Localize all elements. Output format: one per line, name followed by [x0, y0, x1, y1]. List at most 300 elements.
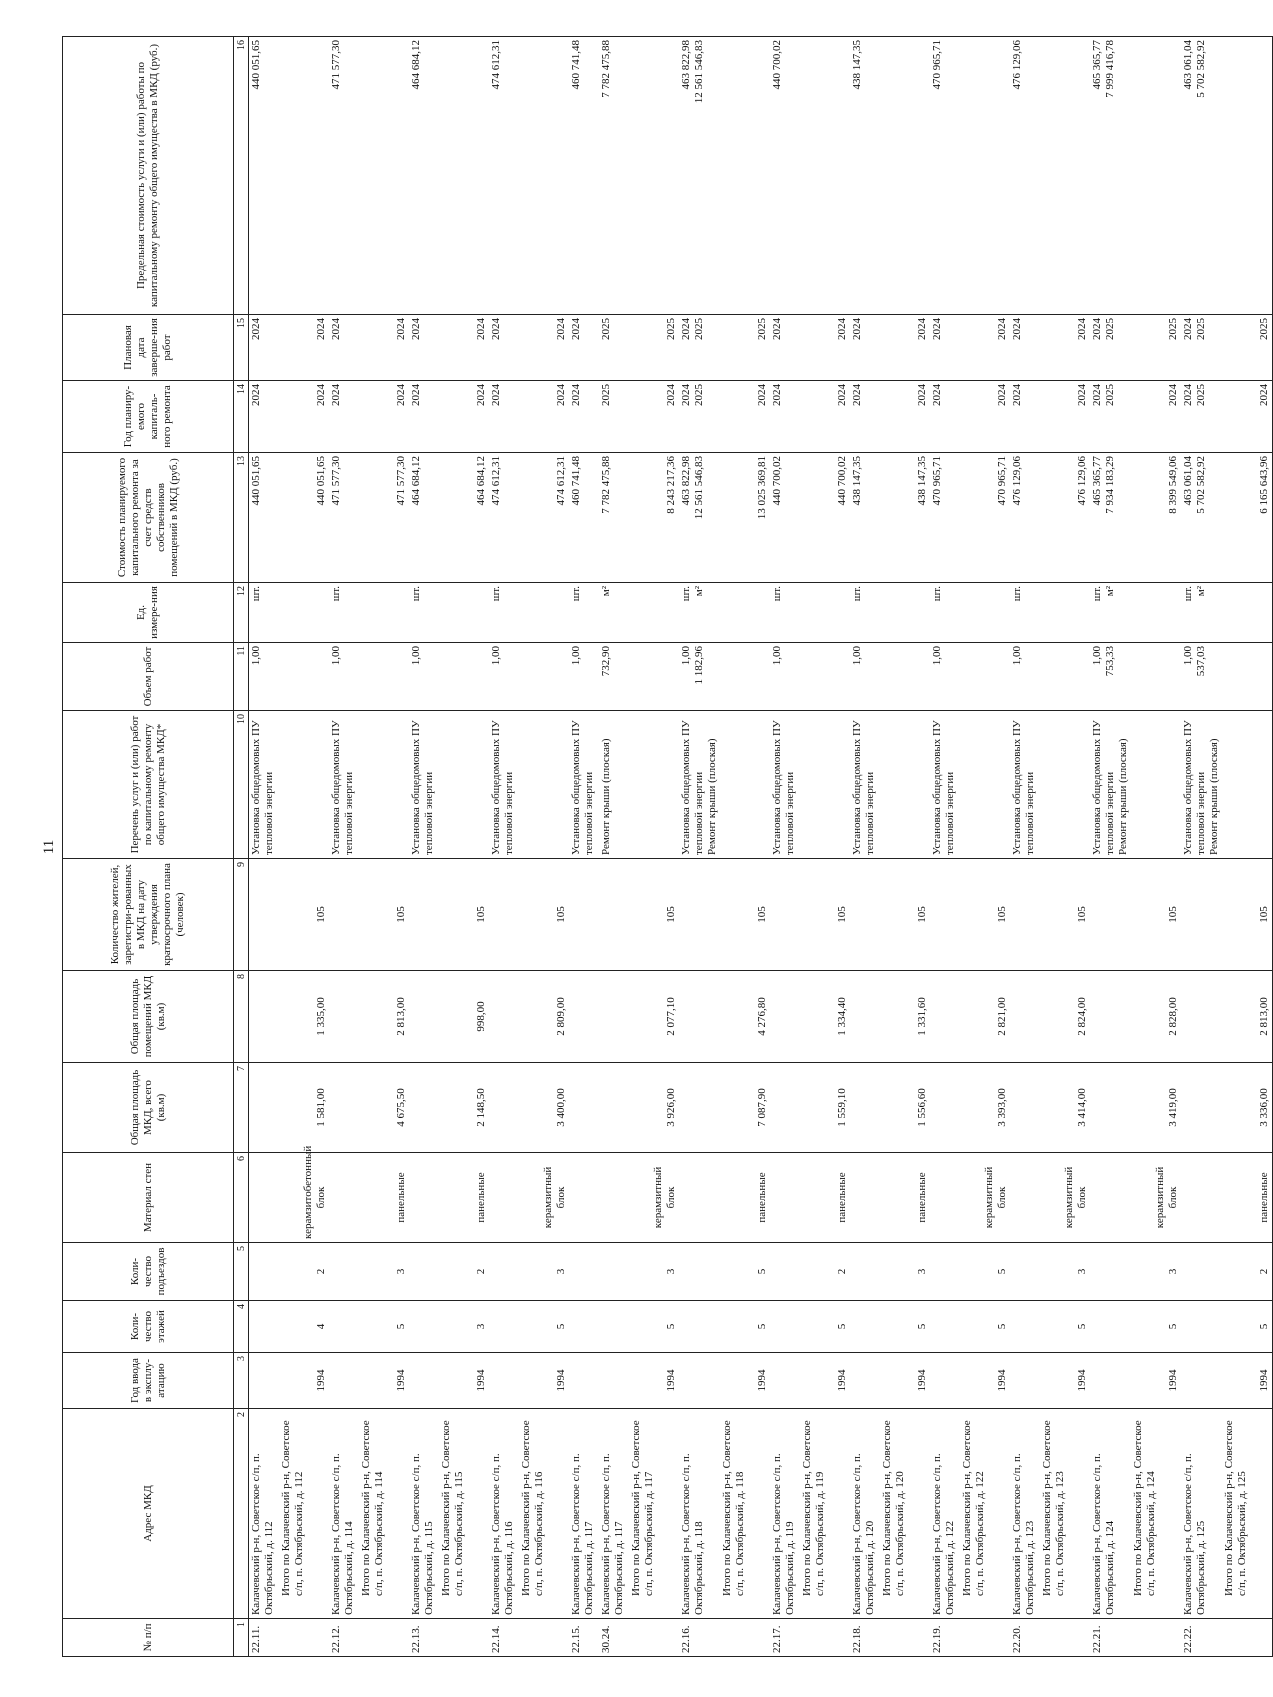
total-cost: 13 025 369,81: [720, 453, 770, 583]
repair-year-line: 2025: [693, 384, 705, 406]
residents: 105: [439, 859, 489, 971]
total-area: 3 336,00: [1222, 1063, 1273, 1153]
column-number: 16: [234, 37, 249, 315]
repair-year: 2024: [249, 381, 280, 453]
repair-year-line: 2024: [1091, 384, 1103, 406]
row-number: 22.18.: [850, 1619, 880, 1657]
year-built: 1994: [439, 1353, 489, 1409]
repair-year-line: 2024: [1182, 384, 1194, 406]
premises-area: 2 809,00: [519, 971, 569, 1063]
empty-cell: [439, 37, 489, 315]
total-label: Итого по Калачевский р-н, Советское с/п, п. Октябрьский, д. 116: [519, 1409, 569, 1619]
empty-cell: [1040, 1619, 1090, 1657]
wall-material: керамзитный блок: [629, 1153, 679, 1243]
wall-material: керамзитный блок: [1040, 1153, 1090, 1243]
empty-cell: [359, 1619, 409, 1657]
column-number: 7: [234, 1063, 249, 1153]
limit-cost: 476 129,06: [1010, 37, 1040, 315]
year-built: 1994: [519, 1353, 569, 1409]
empty-cell: [1040, 37, 1090, 315]
work-item: Установка общедомовых ПУ тепловой энергии: [569, 711, 599, 859]
total-row: [519, 37, 569, 1657]
completion-date: 2024: [279, 315, 329, 381]
work-volume: [1090, 643, 1131, 711]
column-number: 14: [234, 381, 249, 453]
floors: 5: [1040, 1301, 1090, 1353]
year-built: 1994: [1222, 1353, 1273, 1409]
work-volume: 1,00: [569, 643, 599, 711]
address: Калачевский р-н, Советское с/п, п. Октябрьский, д. 125: [1181, 1409, 1222, 1619]
unit: [1090, 583, 1131, 643]
unit: шт.: [409, 583, 439, 643]
empty-cell: [880, 1619, 930, 1657]
entrances: 3: [519, 1243, 569, 1301]
unit: шт.: [930, 583, 960, 643]
entrances: 3: [1040, 1243, 1090, 1301]
empty-cell: [359, 643, 409, 711]
empty-cell: [1181, 1153, 1222, 1243]
limit-cost: 464 684,12: [409, 37, 439, 315]
empty-cell: [960, 711, 1010, 859]
address: Калачевский р-н, Советское с/п, п. Октябрьский, д. 122: [930, 1409, 960, 1619]
empty-cell: [1090, 859, 1131, 971]
work-item: [1181, 711, 1222, 859]
repair-year: 2024: [1040, 381, 1090, 453]
empty-cell: [629, 643, 679, 711]
work-volume: 1,00: [249, 643, 280, 711]
year-built: 1994: [1040, 1353, 1090, 1409]
completion-date: 2025: [629, 315, 679, 381]
empty-cell: [930, 1243, 960, 1301]
empty-cell: [329, 1243, 359, 1301]
empty-cell: [930, 1153, 960, 1243]
empty-cell: [679, 1063, 720, 1153]
empty-cell: [1181, 971, 1222, 1063]
empty-cell: [409, 1353, 439, 1409]
empty-cell: [519, 583, 569, 643]
empty-cell: [329, 1301, 359, 1353]
total-row: [629, 37, 679, 1657]
completion-date-line: 2025: [1104, 318, 1116, 340]
floors: 3: [439, 1301, 489, 1353]
premises-area: 998,00: [439, 971, 489, 1063]
empty-cell: [960, 643, 1010, 711]
empty-cell: [880, 643, 930, 711]
total-area: 1 581,00: [279, 1063, 329, 1153]
empty-cell: [569, 859, 599, 971]
empty-cell: [770, 1301, 800, 1353]
work-item: Установка общедомовых ПУ тепловой энергии: [249, 711, 280, 859]
work-item: Установка общедомовых ПУ тепловой энергии: [770, 711, 800, 859]
planned-cost-line: 5 702 582,92: [1195, 456, 1207, 514]
unit-line: м²: [1195, 586, 1207, 597]
completion-date: 2025: [720, 315, 770, 381]
column-header: Коли-чество этажей: [63, 1301, 234, 1353]
empty-cell: [629, 37, 679, 315]
total-area: 4 675,50: [359, 1063, 409, 1153]
empty-cell: [1181, 1243, 1222, 1301]
wall-material: керамзитный блок: [1131, 1153, 1181, 1243]
completion-date: 2024: [489, 315, 519, 381]
premises-area: 2 828,00: [1131, 971, 1181, 1063]
repair-year: 2024: [800, 381, 850, 453]
row-number: 30.24.: [599, 1619, 629, 1657]
repair-year: 2024: [409, 381, 439, 453]
empty-cell: [1181, 1353, 1222, 1409]
empty-cell: [569, 1153, 599, 1243]
entrances: 2: [279, 1243, 329, 1301]
limit-cost: [1181, 37, 1222, 315]
work-item: [679, 711, 720, 859]
total-label: Итого по Калачевский р-н, Советское с/п, п. Октябрьский, д. 115: [439, 1409, 489, 1619]
total-label: Итого по Калачевский р-н, Советское с/п, п. Октябрьский, д. 122: [960, 1409, 1010, 1619]
empty-cell: [249, 1153, 280, 1243]
column-header: Перечень услуг и (или) работ по капитальному ремонту общего имущества МКД*: [63, 711, 234, 859]
address-row: [489, 37, 519, 1657]
column-header: Стоимость планируемого капитального ремонта за счет средств собственников помещений в МКД (руб.): [63, 453, 234, 583]
empty-cell: [409, 1301, 439, 1353]
empty-cell: [1222, 711, 1273, 859]
repair-year-line: 2024: [680, 384, 692, 406]
work-volume: 1,00: [489, 643, 519, 711]
empty-cell: [1040, 643, 1090, 711]
address: Калачевский р-н, Советское с/п, п. Октябрьский, д. 118: [679, 1409, 720, 1619]
limit-cost: 460 741,48: [569, 37, 599, 315]
limit-cost: 440 700,02: [770, 37, 800, 315]
empty-cell: [770, 1153, 800, 1243]
repair-year: 2024: [519, 381, 569, 453]
work-item-line: Установка общедомовых ПУ тепловой энергии: [680, 720, 705, 855]
completion-date: 2024: [800, 315, 850, 381]
completion-date: 2024: [329, 315, 359, 381]
empty-cell: [930, 859, 960, 971]
work-item-line: Ремонт крыши (плоская): [1117, 738, 1129, 855]
total-cost: 440 051,65: [279, 453, 329, 583]
empty-cell: [409, 971, 439, 1063]
column-header: Год ввода в эксплу-атацию: [63, 1353, 234, 1409]
premises-area: 2 813,00: [1222, 971, 1273, 1063]
empty-cell: [599, 1063, 629, 1153]
address-row: [329, 37, 359, 1657]
premises-area: 2 813,00: [359, 971, 409, 1063]
empty-cell: [599, 1353, 629, 1409]
address: Калачевский р-н, Советское с/п, п. Октябрьский, д. 117: [569, 1409, 599, 1619]
empty-cell: [249, 859, 280, 971]
empty-cell: [1222, 1619, 1273, 1657]
empty-cell: [489, 1063, 519, 1153]
header-row: [63, 37, 234, 1657]
total-row: [1040, 37, 1090, 1657]
empty-cell: [850, 859, 880, 971]
planned-cost: 440 051,65: [249, 453, 280, 583]
address: Калачевский р-н, Советское с/п, п. Октябрьский, д. 112: [249, 1409, 280, 1619]
column-number: 11: [234, 643, 249, 711]
total-area: 3 393,00: [960, 1063, 1010, 1153]
entrances: 5: [960, 1243, 1010, 1301]
work-volume-line: 537,03: [1195, 646, 1207, 677]
repair-year: 2024: [1222, 381, 1273, 453]
entrances: 2: [439, 1243, 489, 1301]
total-label: Итого по Калачевский р-н, Советское с/п, п. Октябрьский, д. 120: [880, 1409, 930, 1619]
completion-date: 2024: [359, 315, 409, 381]
empty-cell: [770, 971, 800, 1063]
repair-plan-table: [62, 36, 1273, 1657]
residents: 105: [720, 859, 770, 971]
total-area: 3 926,00: [629, 1063, 679, 1153]
empty-cell: [1131, 1619, 1181, 1657]
empty-cell: [679, 859, 720, 971]
address: Калачевский р-н, Советское с/п, п. Октябрьский, д. 119: [770, 1409, 800, 1619]
residents: 105: [960, 859, 1010, 971]
empty-cell: [679, 1353, 720, 1409]
work-volume: 1,00: [850, 643, 880, 711]
page-number: 11: [41, 839, 57, 855]
completion-date-line: 2024: [1091, 318, 1103, 340]
completion-date: [679, 315, 720, 381]
column-number: 9: [234, 859, 249, 971]
planned-cost: [1181, 453, 1222, 583]
planned-cost: [1090, 453, 1131, 583]
work-item-line: Ремонт крыши (плоская): [1208, 738, 1220, 855]
limit-cost: 471 577,30: [329, 37, 359, 315]
planned-cost: 460 741,48: [569, 453, 599, 583]
repair-year: 2024: [960, 381, 1010, 453]
empty-cell: [1181, 1301, 1222, 1353]
empty-cell: [489, 1301, 519, 1353]
floors: 5: [720, 1301, 770, 1353]
unit-line: шт.: [1182, 586, 1194, 602]
empty-cell: [329, 859, 359, 971]
work-item-line: Установка общедомовых ПУ тепловой энергии: [1091, 720, 1116, 855]
address-row: [1090, 37, 1131, 1657]
empty-cell: [1181, 1063, 1222, 1153]
planned-cost: 438 147,35: [850, 453, 880, 583]
completion-date-line: 2024: [680, 318, 692, 340]
completion-date: 2024: [1010, 315, 1040, 381]
empty-cell: [1131, 37, 1181, 315]
total-cost: 474 612,31: [519, 453, 569, 583]
repair-year: 2024: [850, 381, 880, 453]
address-row: [679, 37, 720, 1657]
entrances: 3: [359, 1243, 409, 1301]
empty-cell: [1010, 1153, 1040, 1243]
empty-cell: [599, 859, 629, 971]
column-header: Количество жителей, зарегистри-рованных в МКД на дату утверждения краткосрочного плана (человек): [63, 859, 234, 971]
unit: [1181, 583, 1222, 643]
wall-material: керамзитобетонный блок: [279, 1153, 329, 1243]
completion-date: 2024: [439, 315, 489, 381]
repair-year: 2024: [1010, 381, 1040, 453]
planned-cost: 476 129,06: [1010, 453, 1040, 583]
total-cost: 470 965,71: [960, 453, 1010, 583]
empty-cell: [960, 583, 1010, 643]
empty-cell: [359, 711, 409, 859]
limit-cost-line: 463 822,98: [680, 40, 692, 90]
planned-cost-line: 12 561 546,83: [693, 456, 705, 520]
empty-cell: [359, 37, 409, 315]
repair-year: 2024: [569, 381, 599, 453]
planned-cost: 464 684,12: [409, 453, 439, 583]
column-number: 5: [234, 1243, 249, 1301]
completion-date: 2025: [1131, 315, 1181, 381]
unit: шт.: [770, 583, 800, 643]
empty-cell: [800, 643, 850, 711]
empty-cell: [800, 711, 850, 859]
empty-cell: [720, 643, 770, 711]
completion-date-line: 2025: [693, 318, 705, 340]
work-volume: [679, 643, 720, 711]
empty-cell: [1010, 859, 1040, 971]
completion-date: 2025: [599, 315, 629, 381]
completion-date: 2024: [1040, 315, 1090, 381]
residents: 105: [629, 859, 679, 971]
total-label: Итого по Калачевский р-н, Советское с/п, п. Октябрьский, д. 117: [629, 1409, 679, 1619]
work-item: Установка общедомовых ПУ тепловой энергии: [930, 711, 960, 859]
premises-area: 2 077,10: [629, 971, 679, 1063]
premises-area: 1 335,00: [279, 971, 329, 1063]
empty-cell: [1010, 1353, 1040, 1409]
column-header: Ед. измере-ния: [63, 583, 234, 643]
wall-material: панельные: [720, 1153, 770, 1243]
total-cost: 6 165 643,96: [1222, 453, 1273, 583]
column-number: 12: [234, 583, 249, 643]
total-cost: 440 700,02: [800, 453, 850, 583]
empty-cell: [930, 971, 960, 1063]
column-number: 10: [234, 711, 249, 859]
entrances: 2: [1222, 1243, 1273, 1301]
empty-cell: [359, 583, 409, 643]
completion-date-line: 2025: [1195, 318, 1207, 340]
year-built: 1994: [880, 1353, 930, 1409]
total-row: [880, 37, 930, 1657]
address-row: [249, 37, 280, 1657]
address-row: [409, 37, 439, 1657]
unit-line: шт.: [1091, 586, 1103, 602]
empty-cell: [930, 1063, 960, 1153]
total-label: Итого по Калачевский р-н, Советское с/п, п. Октябрьский, д. 125: [1222, 1409, 1273, 1619]
rotated-page: [41, 37, 1270, 1657]
empty-cell: [519, 37, 569, 315]
work-volume-line: 1 182,96: [693, 646, 705, 685]
year-built: 1994: [960, 1353, 1010, 1409]
empty-cell: [599, 1153, 629, 1243]
unit-line: м²: [693, 586, 705, 597]
empty-cell: [1010, 971, 1040, 1063]
completion-date: 2024: [960, 315, 1010, 381]
total-label: Итого по Калачевский р-н, Советское с/п, п. Октябрьский, д. 118: [720, 1409, 770, 1619]
address: Калачевский р-н, Советское с/п, п. Октябрьский, д. 124: [1090, 1409, 1131, 1619]
address-row: [930, 37, 960, 1657]
empty-cell: [569, 1301, 599, 1353]
premises-area: 4 276,80: [720, 971, 770, 1063]
empty-cell: [1222, 643, 1273, 711]
empty-cell: [1010, 1063, 1040, 1153]
column-header: Общая площадь помещений МКД (кв.м): [63, 971, 234, 1063]
completion-date: 2024: [519, 315, 569, 381]
empty-cell: [489, 1153, 519, 1243]
completion-date: [1090, 315, 1131, 381]
work-item-line: Ремонт крыши (плоская): [706, 738, 718, 855]
repair-year-line: 2025: [1104, 384, 1116, 406]
empty-cell: [770, 1353, 800, 1409]
unit: шт.: [850, 583, 880, 643]
empty-cell: [770, 859, 800, 971]
wall-material: панельные: [359, 1153, 409, 1243]
row-number: 22.14.: [489, 1619, 519, 1657]
limit-cost-line: 12 561 546,83: [693, 40, 705, 104]
total-label: Итого по Калачевский р-н, Советское с/п, п. Октябрьский, д. 119: [800, 1409, 850, 1619]
work-item: Установка общедомовых ПУ тепловой энергии: [329, 711, 359, 859]
unit: шт.: [249, 583, 280, 643]
empty-cell: [279, 1619, 329, 1657]
premises-area: 2 821,00: [960, 971, 1010, 1063]
column-header: Коли-чество подъездов: [63, 1243, 234, 1301]
address-row: [1010, 37, 1040, 1657]
repair-year-line: 2025: [1195, 384, 1207, 406]
empty-cell: [519, 643, 569, 711]
empty-cell: [1010, 1301, 1040, 1353]
empty-cell: [960, 37, 1010, 315]
empty-cell: [439, 583, 489, 643]
total-cost: 8 243 217,36: [629, 453, 679, 583]
empty-cell: [409, 1063, 439, 1153]
column-number: 4: [234, 1301, 249, 1353]
total-label: Итого по Калачевский р-н, Советское с/п, п. Октябрьский, д. 112: [279, 1409, 329, 1619]
empty-cell: [930, 1353, 960, 1409]
residents: 105: [800, 859, 850, 971]
row-number: 22.15.: [569, 1619, 599, 1657]
empty-cell: [770, 1063, 800, 1153]
empty-cell: [720, 711, 770, 859]
row-number: 22.16.: [679, 1619, 720, 1657]
total-row: [1131, 37, 1181, 1657]
repair-year: [679, 381, 720, 453]
empty-cell: [409, 1243, 439, 1301]
unit: [679, 583, 720, 643]
row-number: 22.17.: [770, 1619, 800, 1657]
empty-cell: [569, 1243, 599, 1301]
limit-cost-line: 465 365,77: [1091, 40, 1103, 90]
empty-cell: [629, 1619, 679, 1657]
repair-year: 2024: [880, 381, 930, 453]
year-built: 1994: [359, 1353, 409, 1409]
empty-cell: [1090, 971, 1131, 1063]
empty-cell: [249, 1243, 280, 1301]
empty-cell: [439, 1619, 489, 1657]
floors: 5: [960, 1301, 1010, 1353]
wall-material: панельные: [439, 1153, 489, 1243]
address-row: [569, 37, 599, 1657]
empty-cell: [1090, 1353, 1131, 1409]
limit-cost: 470 965,71: [930, 37, 960, 315]
column-header: № п/п: [63, 1619, 234, 1657]
work-item-line: Установка общедомовых ПУ тепловой энергии: [1182, 720, 1207, 855]
total-area: 2 148,50: [439, 1063, 489, 1153]
address-row: [1181, 37, 1222, 1657]
wall-material: панельные: [800, 1153, 850, 1243]
total-row: [960, 37, 1010, 1657]
address: Калачевский р-н, Советское с/п, п. Октябрьский, д. 117: [599, 1409, 629, 1619]
year-built: 1994: [1131, 1353, 1181, 1409]
column-header: Год планиру-емого капиталь-ного ремонта: [63, 381, 234, 453]
planned-cost: 470 965,71: [930, 453, 960, 583]
limit-cost: 7 782 475,88: [599, 37, 629, 315]
floors: 5: [800, 1301, 850, 1353]
column-number: 6: [234, 1153, 249, 1243]
total-row: [1222, 37, 1273, 1657]
planned-cost: 440 700,02: [770, 453, 800, 583]
limit-cost: 474 612,31: [489, 37, 519, 315]
